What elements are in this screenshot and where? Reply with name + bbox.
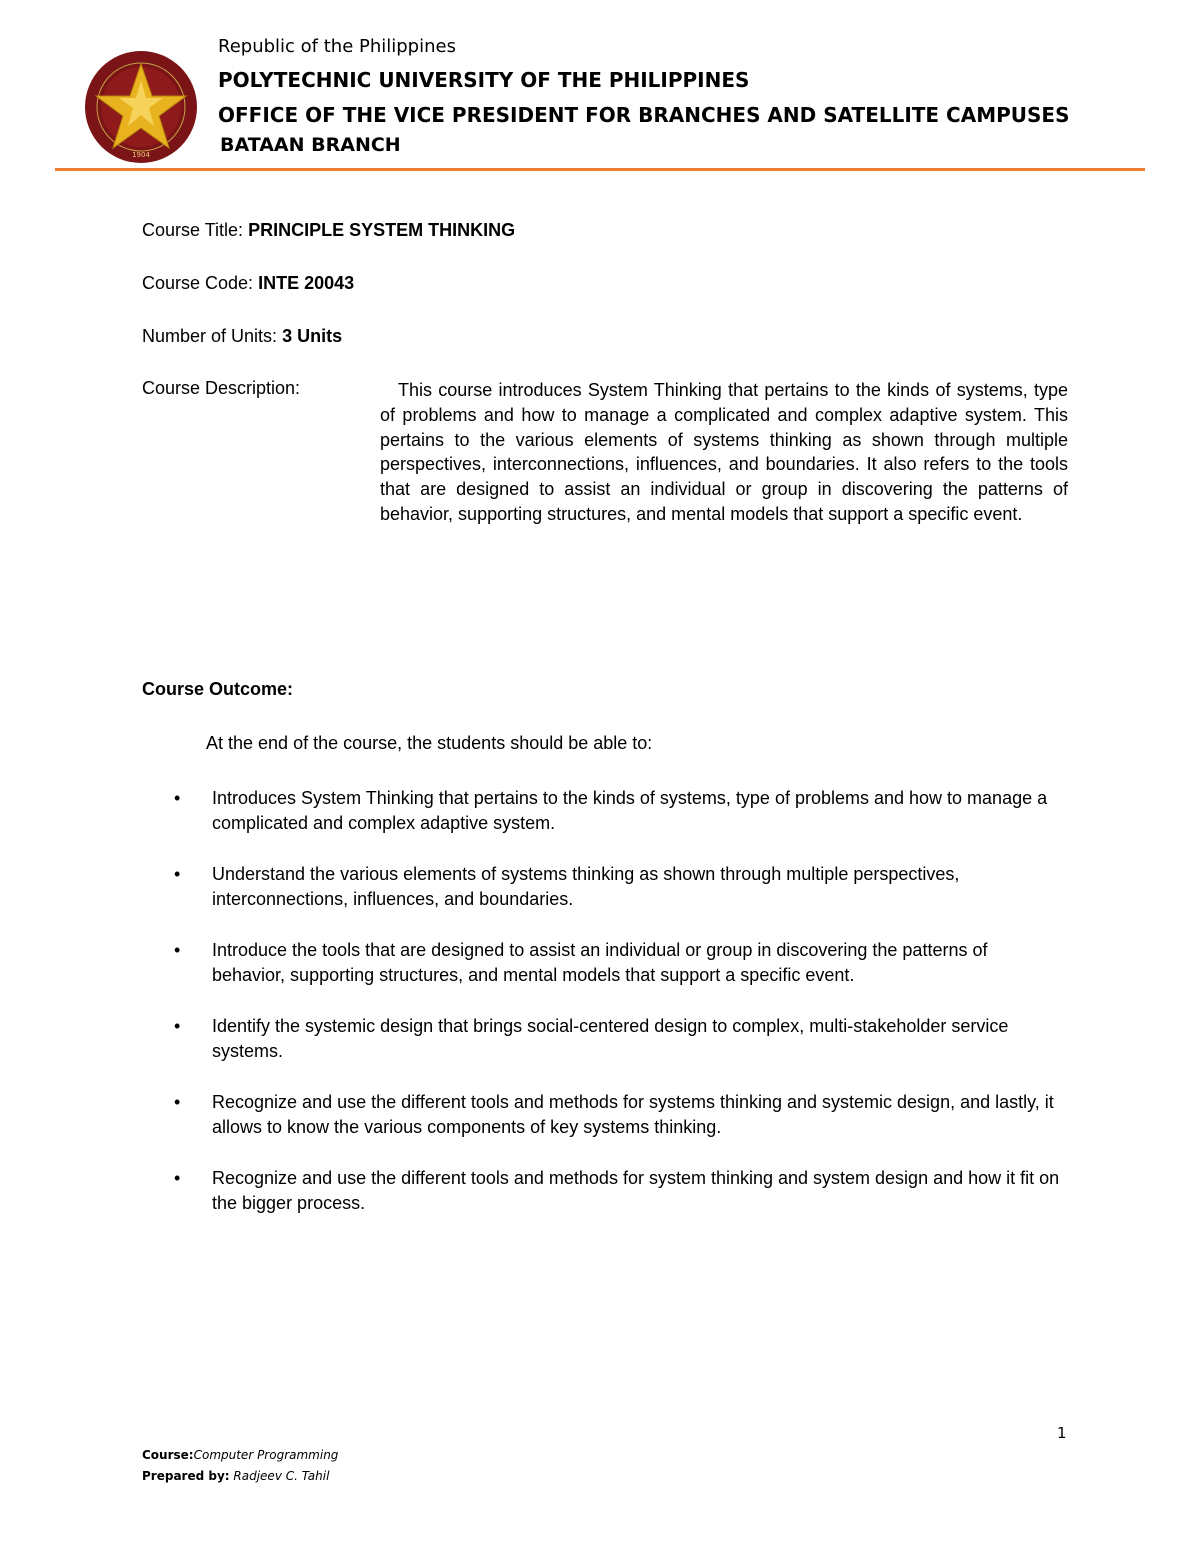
outcome-intro: At the end of the course, the students should be able to: [206,733,653,753]
list-item-text: Introduce the tools that are designed to assist an individual or group in discovering the patterns of behavior, supporting structures, and mental models that support a specific event. [212,940,988,985]
footer-course [142,1448,338,1462]
description-label: Course Description: [142,378,301,398]
bullet-icon: • [174,1092,181,1112]
units-label: Number of Units: [142,326,278,346]
footer-prepared-value: Radjeev C. Tahil [233,1469,330,1483]
units-field [142,326,342,347]
footer-prepared [142,1469,329,1483]
description-text: This course introduces System Thinking that pertains to the kinds of systems, type of problems and how to manage a complicated and complex adaptive system. This pertains to the various elements of systems thinking as shown through multiple perspectives, interconnections, influences, and boundaries. It also refers to the tools that are designed to assist an individual or group in discovering the patterns of behavior, supporting structures, and mental models that support a specific event. [380,380,1068,524]
branch-name: BATAAN BRANCH [220,134,401,156]
course-code-field [142,273,354,294]
university-name: POLYTECHNIC UNIVERSITY OF THE PHILIPPINES [218,68,750,92]
footer-course-value: Computer Programming [193,1448,339,1462]
list-item [142,1014,1062,1064]
outcome-list [142,786,1062,1242]
list-item [142,862,1062,912]
bullet-icon: • [174,1016,181,1036]
list-item-text: Introduces System Thinking that pertains to the kinds of systems, type of problems and how to manage a complicated and complex adaptive system. [212,788,1048,833]
units-value: 3 Units [282,326,343,346]
header-divider [55,168,1145,171]
pup-seal-icon [83,50,199,164]
footer-prepared-label: Prepared by: [142,1469,230,1483]
course-code-value: INTE 20043 [258,273,355,293]
page-number: 1 [1057,1424,1067,1442]
svg-text:1904: 1904 [132,151,150,159]
list-item [142,786,1062,836]
course-title-value: PRINCIPLE SYSTEM THINKING [248,220,516,240]
bullet-icon: • [174,864,181,884]
course-title-label: Course Title: [142,220,244,240]
course-title-field [142,220,515,241]
list-item-text: Recognize and use the different tools and methods for system thinking and system design and how it fit on the bigger process. [212,1168,1060,1213]
list-item [142,1166,1062,1216]
list-item [142,938,1062,988]
course-code-label: Course Code: [142,273,254,293]
list-item [142,1090,1062,1140]
list-item-text: Understand the various elements of systems thinking as shown through multiple perspectives, interconnections, influences, and boundaries. [212,864,960,909]
list-item-text: Identify the systemic design that brings social-centered design to complex, multi-stakeholder service systems. [212,1016,1009,1061]
republic-line: Republic of the Philippines [218,36,456,57]
bullet-icon: • [174,788,181,808]
bullet-icon: • [174,1168,181,1188]
bullet-icon: • [174,940,181,960]
office-name: OFFICE OF THE VICE PRESIDENT FOR BRANCHES AND SATELLITE CAMPUSES [218,103,1070,127]
footer-course-label: Course: [142,1448,194,1462]
outcome-title: Course Outcome: [142,679,294,699]
list-item-text: Recognize and use the different tools and methods for systems thinking and systemic design, and lastly, it allows to know the various components of key systems thinking. [212,1092,1054,1137]
